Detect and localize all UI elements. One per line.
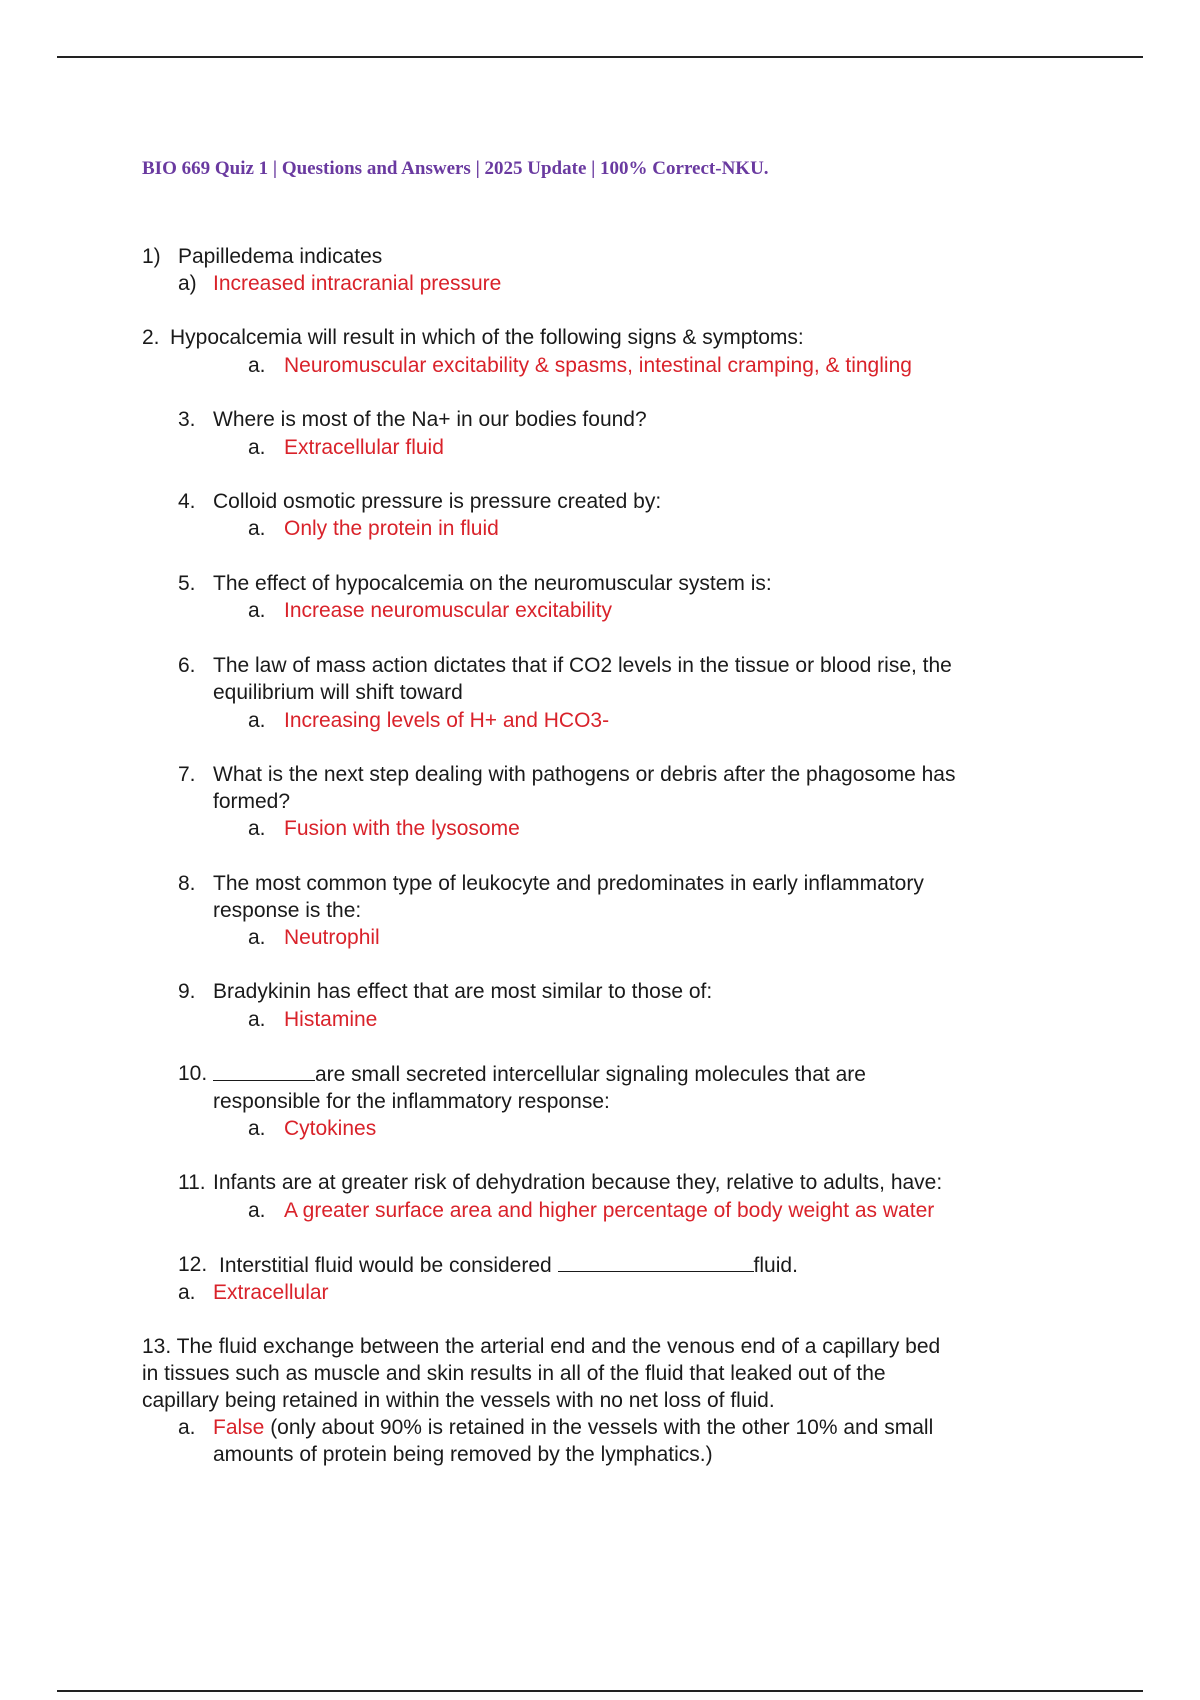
answer-text: A greater surface area and higher percentage of body weight as water <box>284 1199 935 1222</box>
answer-marker: a) <box>178 272 197 295</box>
question-text: Bradykinin has effect that are most similar to those of: <box>213 980 713 1003</box>
answer-marker: a. <box>248 1199 266 1222</box>
question-text-line-2: responsible for the inflammatory response: <box>213 1090 610 1113</box>
question-number: 11. <box>178 1171 206 1194</box>
question-text-line-1: are small secreted intercellular signaling molecules that are <box>315 1063 866 1086</box>
question-text: The effect of hypocalcemia on the neuromuscular system is: <box>213 572 772 595</box>
question-text-line-2: response is the: <box>213 899 362 922</box>
top-rule <box>57 56 1143 58</box>
question-7 <box>178 761 955 815</box>
question-8 <box>178 870 924 924</box>
question-3 <box>178 406 647 433</box>
answer-6 <box>248 707 609 734</box>
answer-text: Extracellular fluid <box>284 436 444 459</box>
question-text-before-blank: Interstitial fluid would be considered <box>219 1254 552 1277</box>
question-number: 3. <box>178 408 196 431</box>
document-title: BIO 669 Quiz 1 | Questions and Answers | 2025 Update | 100% Correct-NKU. <box>142 158 769 179</box>
question-12 <box>178 1251 798 1279</box>
answer-marker: a. <box>248 436 266 459</box>
answer-text: Neuromuscular excitability & spasms, intestinal cramping, & tingling <box>284 354 912 377</box>
question-2 <box>142 324 804 351</box>
question-text: Infants are at greater risk of dehydration because they, relative to adults, have: <box>213 1171 943 1194</box>
question-9 <box>178 978 712 1005</box>
answer-marker: a. <box>248 1117 266 1140</box>
question-text: Hypocalcemia will result in which of the following signs & symptoms: <box>170 326 804 349</box>
answer-10 <box>248 1115 376 1142</box>
answer-text: False <box>213 1416 265 1439</box>
question-text-after-blank: fluid. <box>753 1254 798 1277</box>
answer-marker: a. <box>248 709 266 732</box>
answer-marker: a. <box>248 1008 266 1031</box>
question-text-line-3: capillary being retained in within the vessels with no net loss of fluid. <box>142 1389 775 1412</box>
answer-9 <box>248 1006 377 1033</box>
answer-marker: a. <box>248 599 266 622</box>
answer-text: Neutrophil <box>284 926 380 949</box>
question-13 <box>142 1333 940 1414</box>
question-number: 1) <box>142 245 161 268</box>
answer-text: Increased intracranial pressure <box>213 272 502 295</box>
fill-in-blank <box>213 1060 315 1081</box>
question-number: 5. <box>178 572 196 595</box>
answer-text: Increase neuromuscular excitability <box>284 599 612 622</box>
answer-8 <box>248 924 380 951</box>
question-text: Colloid osmotic pressure is pressure created by: <box>213 490 662 513</box>
question-number: 9. <box>178 980 196 1003</box>
fill-in-blank <box>558 1251 754 1272</box>
answer-text: Fusion with the lysosome <box>284 817 520 840</box>
question-4 <box>178 488 661 515</box>
answer-4 <box>248 515 499 542</box>
answer-5 <box>248 597 612 624</box>
answer-text: Increasing levels of H+ and HCO3- <box>284 709 610 732</box>
question-text-line-2: formed? <box>213 790 291 813</box>
question-text-line-2: equilibrium will shift toward <box>213 681 463 704</box>
answer-marker: a. <box>248 926 266 949</box>
question-11 <box>178 1169 942 1196</box>
question-text: Where is most of the Na+ in our bodies found? <box>213 408 647 431</box>
question-number: 10. <box>178 1062 208 1085</box>
answer-marker: a. <box>248 817 266 840</box>
question-number: 4. <box>178 490 196 513</box>
answer-marker: a. <box>178 1281 196 1304</box>
question-text-line-1: The most common type of leukocyte and predominates in early inflammatory <box>213 872 924 895</box>
answer-note-line-1: (only about 90% is retained in the vessels with the other 10% and small <box>264 1416 934 1439</box>
question-number: 6. <box>178 654 196 677</box>
question-number: 12. <box>178 1253 208 1276</box>
question-text-line-1: What is the next step dealing with pathogens or debris after the phagosome has <box>213 763 956 786</box>
question-number: 13. <box>142 1335 172 1358</box>
question-6 <box>178 652 952 706</box>
answer-text: Extracellular <box>213 1281 329 1304</box>
answer-13 <box>178 1414 933 1468</box>
answer-1 <box>178 270 501 297</box>
answer-marker: a. <box>178 1416 196 1439</box>
question-5 <box>178 570 772 597</box>
question-text-line-1: The fluid exchange between the arterial end and the venous end of a capillary bed <box>176 1335 941 1358</box>
question-number: 8. <box>178 872 196 895</box>
answer-7 <box>248 815 520 842</box>
answer-text: Only the protein in fluid <box>284 517 499 540</box>
answer-marker: a. <box>248 354 266 377</box>
question-text-line-1: The law of mass action dictates that if CO2 levels in the tissue or blood rise, the <box>213 654 952 677</box>
question-1 <box>142 243 382 270</box>
bottom-rule <box>57 1690 1143 1692</box>
question-10 <box>178 1060 866 1115</box>
question-text-line-2: in tissues such as muscle and skin results in all of the fluid that leaked out of the <box>142 1362 886 1385</box>
answer-2 <box>248 352 912 379</box>
answer-marker: a. <box>248 517 266 540</box>
answer-note-line-2: amounts of protein being removed by the lymphatics.) <box>213 1443 713 1466</box>
answer-12 <box>178 1279 329 1306</box>
answer-text: Histamine <box>284 1008 378 1031</box>
question-text: Papilledema indicates <box>178 245 383 268</box>
answer-3 <box>248 434 444 461</box>
question-number: 7. <box>178 763 196 786</box>
answer-text: Cytokines <box>284 1117 377 1140</box>
answer-11 <box>248 1197 934 1224</box>
question-number: 2. <box>142 326 160 349</box>
